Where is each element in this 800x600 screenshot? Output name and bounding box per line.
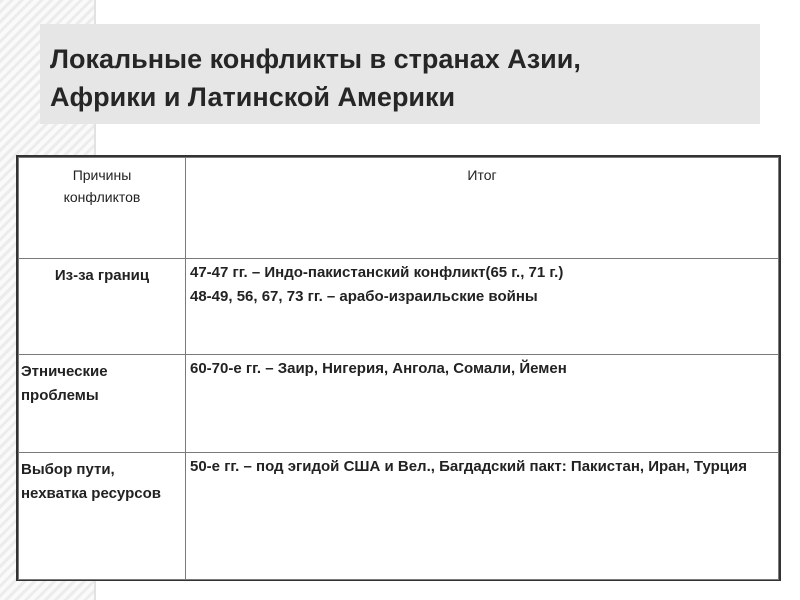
result-text: 47-47 гг. – Индо-пакистанский конфликт(65 г., 71 г.) bbox=[190, 264, 564, 281]
header-result-label: Итог bbox=[467, 167, 497, 183]
table-row bbox=[19, 355, 779, 453]
cause-cell bbox=[19, 259, 186, 355]
slide-title: Локальные конфликты в странах Азии, Африки и Латинской Америки bbox=[50, 44, 581, 112]
cause-text: Из-за границ bbox=[54, 267, 150, 284]
table-header-row bbox=[19, 158, 779, 259]
result-cell bbox=[186, 259, 779, 355]
slide-title-box bbox=[40, 24, 760, 124]
header-cause-cell bbox=[19, 158, 186, 259]
result-text: 48-49, 56, 67, 73 гг. – арабо-израильские войны bbox=[190, 288, 538, 305]
result-text: 60-70-е гг. – Заир, Нигерия, Ангола, Сомали, Йемен bbox=[190, 360, 567, 377]
table-row bbox=[19, 259, 779, 355]
cause-text: Этнические проблемы bbox=[21, 363, 108, 404]
conflicts-table bbox=[18, 157, 779, 580]
result-cell bbox=[186, 453, 779, 580]
conflicts-table-frame bbox=[16, 155, 781, 581]
cause-cell bbox=[19, 355, 186, 453]
result-text: 50-е гг. – под эгидой США и Вел., Багдадский пакт: Пакистан, Иран, Турция bbox=[190, 458, 747, 475]
cause-text: Выбор пути, нехватка ресурсов bbox=[21, 461, 161, 502]
header-result-cell bbox=[186, 158, 779, 259]
table-row bbox=[19, 453, 779, 580]
header-cause-label: Причины конфликтов bbox=[63, 167, 141, 205]
cause-cell bbox=[19, 453, 186, 580]
result-cell bbox=[186, 355, 779, 453]
